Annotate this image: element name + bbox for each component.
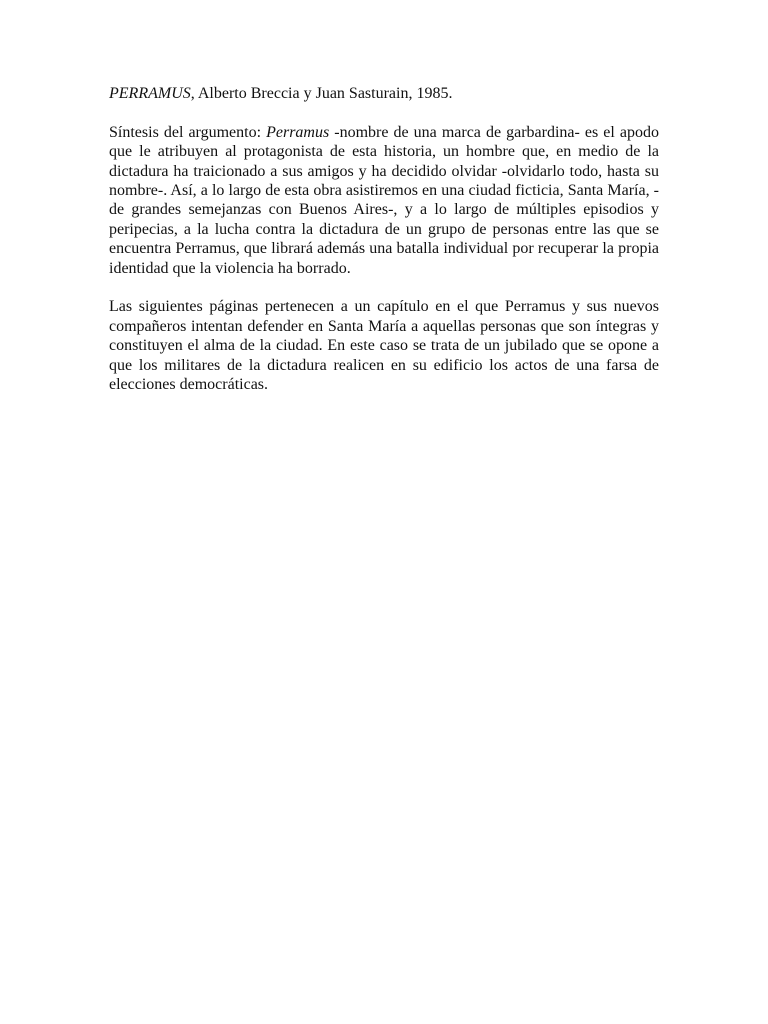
- title-italic: PERRAMUS: [109, 85, 191, 102]
- synopsis-body: -nombre de una marca de garbardina- es el apodo que le atribuyen al protagonista de esta historia, un hombre que, en medio de la dictadura ha traicionado a sus amigos y ha decidido olvidar -olvidarlo todo, hasta su nombre-. Así, a lo largo de esta obra asistiremos en una ciudad ficticia, Santa María, -de grandes semejanzas con Buenos Aires-, y a lo largo de múltiples episodios y peripecias, a la lucha contra la dictadura de un grupo de personas entre las que se encuentra Perramus, que librará además una batalla individual por recuperar la propia identidad que la violencia ha borrado.: [109, 123, 660, 277]
- synopsis-italic-word: Perramus: [266, 123, 330, 141]
- document-body: [109, 84, 659, 414]
- synopsis-paragraph: [109, 123, 659, 278]
- chapter-note-paragraph: Las siguientes páginas pertenecen a un capítulo en el que Perramus y sus nuevos compañeros intentan defender en Santa María a aquellas personas que son íntegras y constituyen el alma de la ciudad. En este caso se trata de un jubilado que se opone a que los militares de la dictadura realicen en su edificio los actos de una farsa de elecciones democráticas.: [109, 298, 659, 394]
- title-rest: , Alberto Breccia y Juan Sasturain, 1985.: [190, 85, 453, 102]
- synopsis-lead: Síntesis del argumento:: [109, 123, 267, 141]
- document-title: [109, 84, 659, 103]
